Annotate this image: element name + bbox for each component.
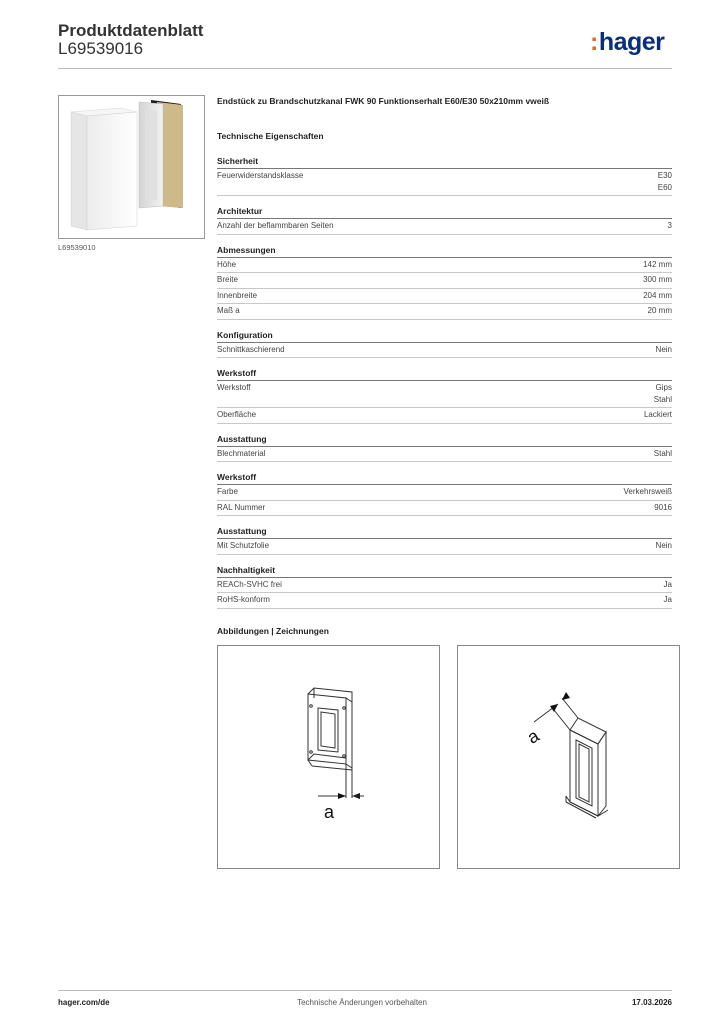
dimension-a-label: a: [324, 802, 335, 822]
property-row: [217, 381, 672, 408]
property-row: [217, 485, 672, 501]
group-spacer: [217, 235, 672, 245]
property-group: [217, 330, 672, 359]
property-row: [217, 447, 672, 463]
property-label: Oberfläche: [217, 410, 257, 419]
property-value-line: Nein: [655, 344, 672, 354]
property-group-title: Architektur: [217, 206, 263, 216]
property-group-title: Konfiguration: [217, 329, 273, 340]
property-value-line: 3: [667, 221, 672, 230]
property-group: [217, 206, 672, 235]
property-value-line: Stahl: [653, 448, 672, 458]
property-label: RoHS-konform: [217, 595, 270, 604]
isometric-drawing-icon: [458, 646, 679, 868]
property-row: [217, 593, 672, 609]
property-group-title: Ausstattung: [217, 526, 267, 536]
properties-table: [217, 156, 672, 609]
property-value: [643, 259, 672, 271]
group-spacer: [217, 516, 672, 526]
property-label: Blechmaterial: [217, 448, 266, 458]
logo-text: hager: [598, 28, 665, 56]
property-row: [217, 539, 672, 555]
page-title: Produktdatenblatt: [58, 21, 204, 40]
property-value: [664, 579, 672, 591]
property-value: [656, 540, 672, 552]
product-name: Endstück zu Brandschutzkanal FWK 90 Funktionserhalt E60/E30 50x210mm vweiß: [217, 96, 550, 106]
property-label: REACh-SVHC frei: [217, 579, 282, 589]
group-spacer: [217, 424, 672, 434]
group-spacer: [217, 320, 672, 330]
property-label: Breite: [217, 275, 238, 284]
property-value: [658, 170, 672, 193]
footer-date: 17.03.2026: [631, 998, 672, 1007]
property-value-line: Ja: [663, 579, 672, 589]
property-label: Innenbreite: [217, 290, 258, 300]
footer-notice: Technische Änderungen vorbehalten: [297, 998, 427, 1007]
property-value: [644, 409, 672, 421]
property-value-line: Stahl: [653, 394, 672, 404]
property-value: [654, 382, 672, 405]
product-image: [58, 95, 205, 239]
property-value-line: 20 mm: [647, 306, 672, 315]
property-label: RAL Nummer: [217, 502, 266, 512]
property-value-line: 204 mm: [643, 290, 672, 300]
front-view-drawing-icon: [218, 646, 439, 868]
property-group-title: Ausstattung: [217, 433, 267, 444]
footer-divider: [58, 990, 672, 991]
property-value-line: 9016: [654, 502, 672, 512]
property-value-line: 142 mm: [643, 259, 672, 269]
property-label: Farbe: [217, 487, 238, 496]
property-value: [654, 502, 672, 514]
header-divider: [58, 68, 672, 69]
property-value-line: Ja: [663, 595, 672, 604]
property-value-line: Lackiert: [643, 410, 672, 419]
property-group: [217, 526, 672, 555]
property-value: [624, 486, 672, 498]
property-value-line: 300 mm: [643, 275, 672, 284]
figures-heading: Abbildungen | Zeichnungen: [217, 626, 329, 636]
group-spacer: [217, 462, 672, 472]
drawing-front-view: [217, 645, 440, 869]
footer-website-link[interactable]: hager.com/de: [58, 998, 110, 1007]
property-value-line: Verkehrsweiß: [623, 487, 672, 496]
property-row: [217, 273, 672, 289]
property-value: [668, 220, 672, 232]
property-group: [217, 245, 672, 320]
property-row: [217, 289, 672, 305]
group-spacer: [217, 196, 672, 206]
property-value-line: E60: [657, 182, 672, 192]
product-image-caption: L69539010: [58, 243, 96, 252]
property-group: [217, 156, 672, 196]
product-code-title: L69539016: [58, 39, 144, 58]
property-group-title: Nachhaltigkeit: [217, 564, 276, 575]
property-label: Anzahl der beflammbaren Seiten: [217, 221, 334, 230]
property-row: [217, 219, 672, 235]
property-label: Maß a: [217, 306, 240, 315]
property-row: [217, 408, 672, 424]
property-value-line: Nein: [655, 541, 672, 550]
group-spacer: [217, 555, 672, 565]
property-label: Höhe: [217, 259, 237, 269]
property-group-title: Abmessungen: [217, 244, 276, 255]
product-photo-icon: [59, 96, 204, 238]
property-row: [217, 304, 672, 320]
property-label: Feuerwiderstandsklasse: [217, 171, 304, 180]
property-value: [643, 274, 672, 286]
property-group-title: Sicherheit: [217, 156, 259, 166]
property-label: Werkstoff: [217, 383, 251, 392]
property-group: [217, 368, 672, 424]
technical-properties-heading: Technische Eigenschaften: [217, 131, 324, 141]
property-row: [217, 343, 672, 359]
property-value: [643, 290, 672, 302]
dimension-a-label: a: [523, 725, 543, 748]
drawing-isometric-view: [457, 645, 680, 869]
property-value-line: E30: [657, 171, 672, 180]
property-row: [217, 258, 672, 274]
property-row: [217, 169, 672, 196]
property-value: [664, 594, 672, 606]
property-row: [217, 501, 672, 517]
logo-dot: :: [590, 28, 598, 56]
property-group-title: Werkstoff: [217, 472, 257, 482]
property-value: [656, 344, 672, 356]
hager-logo: [590, 28, 664, 57]
property-group: [217, 434, 672, 463]
property-row: [217, 578, 672, 594]
property-label: Mit Schutzfolie: [217, 541, 270, 550]
property-group-title: Werkstoff: [217, 368, 257, 378]
property-value: [654, 448, 672, 460]
property-value: [648, 305, 672, 317]
group-spacer: [217, 358, 672, 368]
property-label: Schnittkaschierend: [217, 344, 285, 354]
property-group: [217, 565, 672, 609]
property-value-line: Gips: [655, 383, 672, 392]
property-group: [217, 472, 672, 516]
